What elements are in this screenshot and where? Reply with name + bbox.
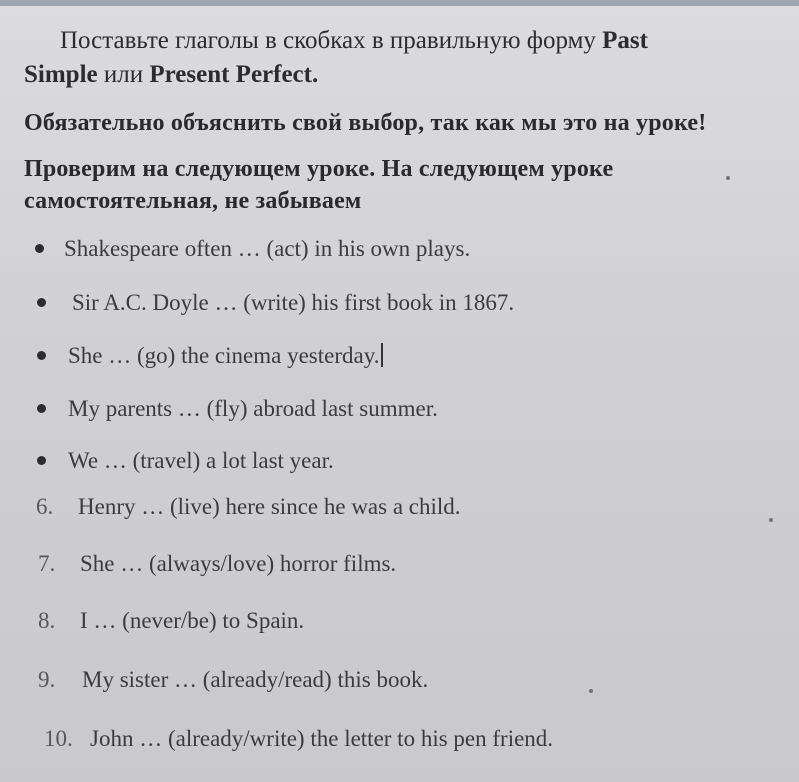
list-item-text: Shakespeare often … (act) in his own plays.: [64, 236, 471, 261]
top-edge-strip: [0, 0, 799, 6]
instruction-bold-simple: Simple: [24, 61, 98, 88]
paper-speck: [769, 518, 773, 522]
list-item-text: She … (always/love) horror films.: [80, 551, 397, 576]
list-item-number: 6.: [36, 494, 54, 519]
text-cursor: [381, 343, 383, 367]
bullet-marker: [37, 351, 46, 360]
bullet-marker: [37, 298, 46, 307]
list-item-text: Henry … (live) here since he was a child.: [78, 494, 461, 519]
bullet-marker: [37, 404, 46, 413]
list-item-text: We … (travel) a lot last year.: [68, 448, 334, 473]
list-item-number: 10.: [44, 726, 73, 751]
instruction-bold-past: Past: [602, 27, 648, 54]
bullet-marker: [37, 456, 46, 465]
list-item-number: 7.: [38, 551, 56, 576]
list-item-text: She … (go) the cinema yesterday.: [68, 343, 380, 368]
list-item-text: Sir A.C. Doyle … (write) his first book in 1867.: [72, 290, 515, 315]
list-item-number: 8.: [38, 608, 56, 633]
note-check-next-lesson: Проверим на следующем уроке. На следующем уроке самостоятельная, не забываем: [24, 156, 614, 214]
list-item-text: John … (already/write) the letter to his pen friend.: [90, 726, 554, 751]
instruction-paragraph: [24, 24, 764, 92]
list-item-text: I … (never/be) to Spain.: [80, 608, 305, 633]
list-item-text-wrap: [68, 339, 383, 373]
note-explain-choice: Обязательно объяснить свой выбор, так как мы это на уроке!: [24, 110, 707, 136]
bullet-marker: [35, 244, 44, 253]
instruction-bold-present-perfect: Present Perfect.: [149, 61, 319, 88]
list-item-text: My parents … (fly) abroad last summer.: [68, 396, 438, 421]
paper-speck: [589, 689, 593, 693]
list-item-text: My sister … (already/read) this book.: [82, 667, 429, 692]
list-item-number: 9.: [38, 667, 56, 692]
paper-speck: [726, 176, 730, 180]
instruction-or: или: [97, 61, 150, 88]
instruction-text: Поставьте глаголы в скобках в правильную форму: [60, 27, 603, 54]
